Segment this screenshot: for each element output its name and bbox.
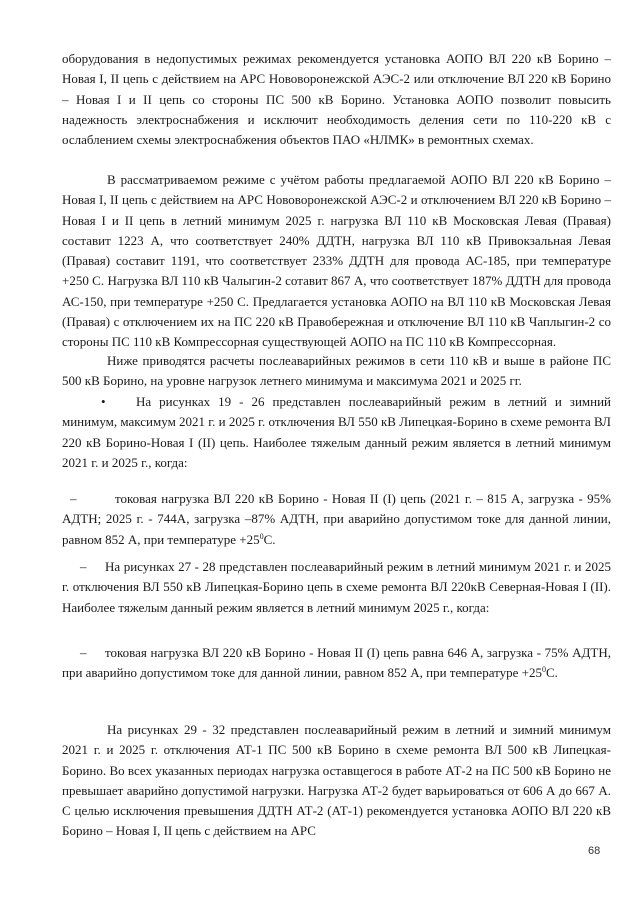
degree-superscript: 0: [259, 531, 264, 541]
list-item-text: токовая нагрузка ВЛ 220 кВ Борино - Новая II (I) цепь (2021 г. – 815 А, загрузка - 95% АДТН; 2025 г. - 744А, загрузка –87% АДТН, при аварийно допустимом токе для данной линии, равном 852 А, при температуре +25: [62, 491, 611, 547]
dash-marker: –: [80, 559, 87, 574]
dash-marker: –: [70, 491, 77, 506]
bullet-marker: •: [101, 394, 106, 409]
paragraph-calculations-intro: Ниже приводятся расчеты послеаварийных режимов в сети 110 кВ и выше в районе ПС 500 кВ Борино, на уровне нагрузок летнего минимума и максимума 2021 и 2025 гг.: [62, 353, 611, 389]
list-item-load-2021-2025: [62, 489, 611, 550]
list-item-text-end: С.: [263, 531, 276, 547]
paragraph-figures-27-28: На рисунках 27 - 28 представлен послеаварийный режим в летний минимум 2021 г. и 2025 г. отключения ВЛ 550 кВ Липецкая-Борино цепь в схеме ремонта ВЛ 220кВ Северная-Новая I (II). Наиболее тяжелым данный режим является в летний минимум 2025 г., когда:: [62, 559, 611, 615]
page-number: 68: [588, 845, 601, 857]
list-item-text-end: С.: [546, 665, 558, 681]
dash-marker: –: [80, 645, 87, 660]
list-item-text: токовая нагрузка ВЛ 220 кВ Борино - Новая II (I) цепь равна 646 А, загрузка - 75% АДТН, при аварийно допустимом токе для данной линии, равном 852 А, при температуре +25: [62, 645, 611, 681]
paragraph-figures-29-32: На рисунках 29 - 32 представлен послеаварийный режим в летний и зимний минимум 2021 г. и 2025 г. отключения АТ-1 ПС 500 кВ Борино в схеме ремонта ВЛ 500 кВ Липецкая-Борино. Во всех указанных периодах нагрузка оставщегося в работе АТ-2 на ПС 500 кВ Борино не превышает аварийно допустимой нагрузки. Нагрузка АТ-2 будет варьироваться от 606 А до 667 А. С целью исключения превышения ДДТН АТ-2 (АТ-1) рекомендуется установка АОПО ВЛ 220 кВ Борино – Новая I, II цепь с действием на АРС: [62, 722, 611, 839]
paragraph-figures-19-26: На рисунках 19 - 26 представлен послеаварийный режим в летний и зимний минимум, максимум 2021 г. и 2025 г. отключения ВЛ 550 кВ Липецкая-Борино в схеме ремонта ВЛ 220 кВ Борино-Новая I (II) цепь. Наиболее тяжелым данный режим является в летний минимум 2021 г. и 2025 г., когда:: [62, 394, 611, 470]
list-item-load-2025: [62, 643, 611, 684]
degree-superscript: 0: [542, 665, 546, 675]
paragraph-aopo-mode-analysis: В рассматриваемом режиме с учётом работы предлагаемой АОПО ВЛ 220 кВ Борино – Новая I, II цепь с действием на АРС Нововоронежской АЭС-2 и отключением ВЛ 220 кВ Борино – Новая I и II цепь в летний минимум 2025 г. нагрузка ВЛ 110 кВ Московская Левая (Правая) составит 1223 А, что соответствует 240% ДДТН, нагрузка ВЛ 110 кВ Привокзальная Левая (Правая) составит 1191, что соответствует 233% ДДТН для провода АС-185, при температуре +250 С. Нагрузка ВЛ 110 кВ Чалыгин-2 сотавит 867 А, что соответствует 187% ДДТН для провода АС-150, при температуре +250 С. Предлагается установка АОПО на ВЛ 110 кВ Московская Левая (Правая) с отключением их на ПС 220 кВ Правобережная и отключение ВЛ 110 кВ Чаплыгин-2 со стороны ПС 110 кВ Компрессорная существующей АОПО на ПС 110 кВ Компрессорная.: [62, 172, 611, 350]
paragraph-aopo-recommendation: оборудования в недопустимых режимах рекомендуется установка АОПО ВЛ 220 кВ Борино – Новая I, II цепь с действием на АРС Нововоронежской АЭС-2 или отключение ВЛ 220 кВ Борино – Новая I и II цепь со стороны ПС 500 кВ Борино. Установка АОПО позволит повысить надежность электроснабжения и исключит необходимость деления сети по 110-220 кВ с ослаблением схемы электроснабжения объектов ПАО «НЛМК» в ремонтных схемах.: [62, 51, 611, 148]
